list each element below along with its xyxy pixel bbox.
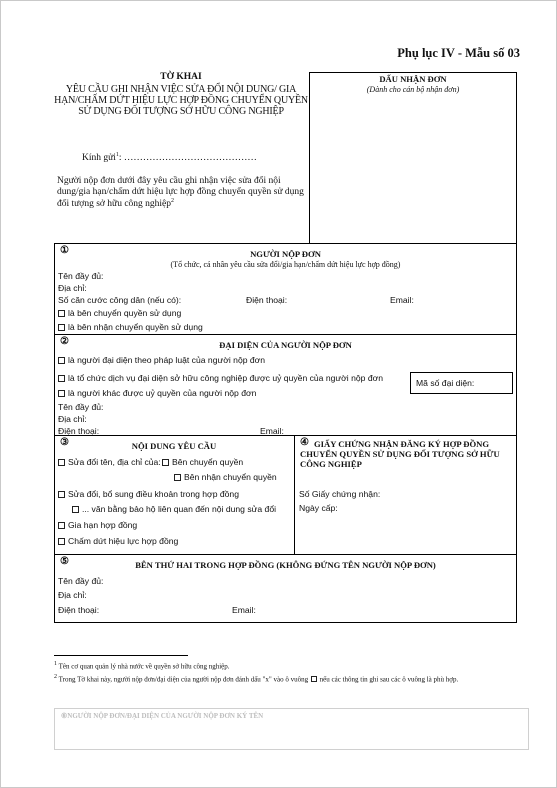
- checkbox[interactable]: [174, 474, 181, 481]
- cert-number-field[interactable]: Số Giấy chứng nhận:: [299, 489, 381, 499]
- option-change-transferee[interactable]: [174, 472, 277, 483]
- option-change-name[interactable]: [58, 457, 161, 468]
- option-label: là người khác được uỷ quyền của người nộp đơn: [68, 388, 257, 398]
- applicant-phone-field[interactable]: Điện thoại:: [246, 295, 288, 305]
- option-service-rep[interactable]: [58, 373, 383, 384]
- checkbox[interactable]: [72, 506, 79, 513]
- rep-name-field[interactable]: Tên đầy đủ:: [58, 402, 104, 412]
- option-label: Bên nhận chuyển quyền: [184, 472, 277, 482]
- section-4-title: GIẤY CHỨNG NHẬN ĐĂNG KÝ HỢP ĐỒNG CHUYỂN QUYỀN SỬ DỤNG ĐỐI TƯỢNG SỞ HỮU CÔNG NGHIỆP: [300, 439, 500, 469]
- section-5-title: BÊN THỨ HAI TRONG HỢP ĐỒNG (KHÔNG ĐỨNG TÊN NGƯỜI NỘP ĐƠN): [135, 560, 436, 570]
- option-label: Sửa đổi, bổ sung điều khoản trong hợp đồng: [68, 489, 239, 499]
- checkbox[interactable]: [58, 459, 65, 466]
- option-extend[interactable]: [58, 520, 137, 531]
- checkbox[interactable]: [58, 491, 65, 498]
- rep-phone-field[interactable]: Điện thoại:: [58, 426, 100, 436]
- stamp-box: [309, 72, 517, 244]
- applicant-id-field[interactable]: Số căn cước công dân (nếu có):: [58, 295, 182, 305]
- footnote-mark: 2: [54, 674, 57, 680]
- option-label: là người đại diện theo pháp luật của người nộp đơn: [68, 355, 266, 365]
- checkbox-icon: [311, 676, 317, 682]
- option-amend-terms[interactable]: [58, 489, 239, 500]
- signature-box[interactable]: ⑥NGƯỜI NỘP ĐƠN/ĐẠI DIỆN CỦA NGƯỜI NỘP ĐƠN KÝ TÊN: [54, 708, 529, 750]
- recipient-line: [82, 152, 257, 165]
- applicant-name-field[interactable]: Tên đầy đủ:: [58, 271, 104, 281]
- checkbox[interactable]: [58, 310, 65, 317]
- section-3-title: NỘI DUNG YÊU CẦU: [131, 441, 217, 451]
- section-4-number: ④: [300, 437, 309, 448]
- checkbox[interactable]: [58, 357, 65, 364]
- section-5-number: ⑤: [60, 556, 69, 567]
- party-name-field[interactable]: Tên đầy đủ:: [58, 576, 104, 586]
- option-transferor[interactable]: [58, 308, 181, 319]
- recipient-field[interactable]: : ……………………………………: [118, 153, 257, 164]
- section-1-number: ①: [60, 245, 69, 256]
- rep-address-field[interactable]: Địa chỉ:: [58, 414, 87, 424]
- option-legal-rep[interactable]: [58, 355, 265, 366]
- form-title: TỜ KHAI: [160, 72, 202, 82]
- footnote-ref-2: 2: [171, 197, 175, 204]
- footnote-text: Tên cơ quan quản lý nhà nước về quyền sở hữu công nghiệp.: [58, 662, 230, 671]
- section-divider: [294, 436, 295, 555]
- checkbox[interactable]: [58, 390, 65, 397]
- checkbox[interactable]: [58, 538, 65, 545]
- footnote-1: [54, 660, 524, 672]
- option-change-transferor[interactable]: [162, 457, 243, 468]
- section-3-number: ③: [60, 437, 69, 448]
- option-label: Gia hạn hợp đồng: [68, 520, 138, 530]
- rep-email-field[interactable]: Email:: [260, 426, 284, 436]
- option-label: Sửa đổi tên, địa chỉ của:: [68, 457, 161, 467]
- party-address-field[interactable]: Địa chỉ:: [58, 590, 87, 600]
- option-label: là tổ chức dịch vụ đại diện sở hữu công nghiệp được uỷ quyền của người nộp đơn: [68, 373, 384, 383]
- intro-paragraph: [57, 176, 309, 210]
- checkbox[interactable]: [162, 459, 169, 466]
- footnote-ref-1: 1: [115, 152, 119, 158]
- footnote-mark: 1: [54, 661, 57, 667]
- appendix-label: Phụ lục IV - Mẫu số 03: [397, 46, 520, 60]
- rep-code-field[interactable]: Mã số đại diện:: [410, 372, 513, 394]
- option-label: là bên nhận chuyển quyền sử dụng: [68, 322, 203, 332]
- section-1-title: NGƯỜI NỘP ĐƠN: [250, 249, 321, 259]
- section-1-subtitle: (Tổ chức, cá nhân yêu cầu sửa đổi/gia hạn/chấm dứt hiệu lực hợp đồng): [170, 260, 401, 269]
- intro-text: Người nộp đơn dưới đây yêu cầu ghi nhận việc sửa đổi nội dung/gia hạn/chấm dứt hiệu lực hợp đồng chuyển quyền sử dụng đối tượng sở hữu công nghiệp: [57, 176, 304, 209]
- party-email-field[interactable]: Email:: [232, 605, 256, 615]
- section-2-title: ĐẠI DIỆN CỦA NGƯỜI NỘP ĐƠN: [219, 340, 352, 350]
- party-phone-field[interactable]: Điện thoại:: [58, 605, 100, 615]
- option-terminate[interactable]: [58, 536, 178, 547]
- cert-date-field[interactable]: Ngày cấp:: [299, 503, 338, 513]
- stamp-subtitle: (Dành cho cán bộ nhận đơn): [366, 84, 460, 94]
- checkbox[interactable]: [58, 324, 65, 331]
- applicant-email-field[interactable]: Email:: [390, 295, 414, 305]
- footnote-text-cont: nếu các thông tin ghi sau các ô vuông là phù hợp.: [319, 675, 459, 684]
- option-label: Chấm dứt hiệu lực hợp đồng: [68, 536, 179, 546]
- checkbox[interactable]: [58, 375, 65, 382]
- applicant-address-field[interactable]: Địa chỉ:: [58, 283, 87, 293]
- form-subtitle: YÊU CẦU GHI NHẬN VIỆC SỬA ĐỔI NỘI DUNG/ GIA HẠN/CHẤM DỨT HIỆU LỰC HỢP ĐỒNG CHUYỂN QUYỀN SỬ DỤNG ĐỐI TƯỢNG SỞ HỮU CÔNG NGHIỆP: [54, 83, 308, 118]
- option-label: là bên chuyển quyền sử dụng: [68, 308, 182, 318]
- option-transferee[interactable]: [58, 322, 203, 333]
- section-2-number: ②: [60, 336, 69, 347]
- option-label: ... văn bằng bảo hộ liên quan đến nội dung sửa đổi: [82, 504, 277, 514]
- recipient-label: Kính gửi: [82, 153, 116, 164]
- footnote-2: [54, 673, 524, 685]
- stamp-title: DẤU NHẬN ĐƠN: [379, 74, 447, 84]
- footnote-text: Trong Tờ khai này, người nộp đơn/đại diện của người nộp đơn đánh dấu "x" vào ô vuông: [58, 675, 309, 684]
- option-amend-patents[interactable]: [72, 504, 276, 515]
- option-other-rep[interactable]: [58, 388, 256, 399]
- footnote-divider: [54, 655, 188, 656]
- option-label: Bên chuyển quyền: [172, 457, 244, 467]
- checkbox[interactable]: [58, 522, 65, 529]
- form-header: [50, 72, 312, 117]
